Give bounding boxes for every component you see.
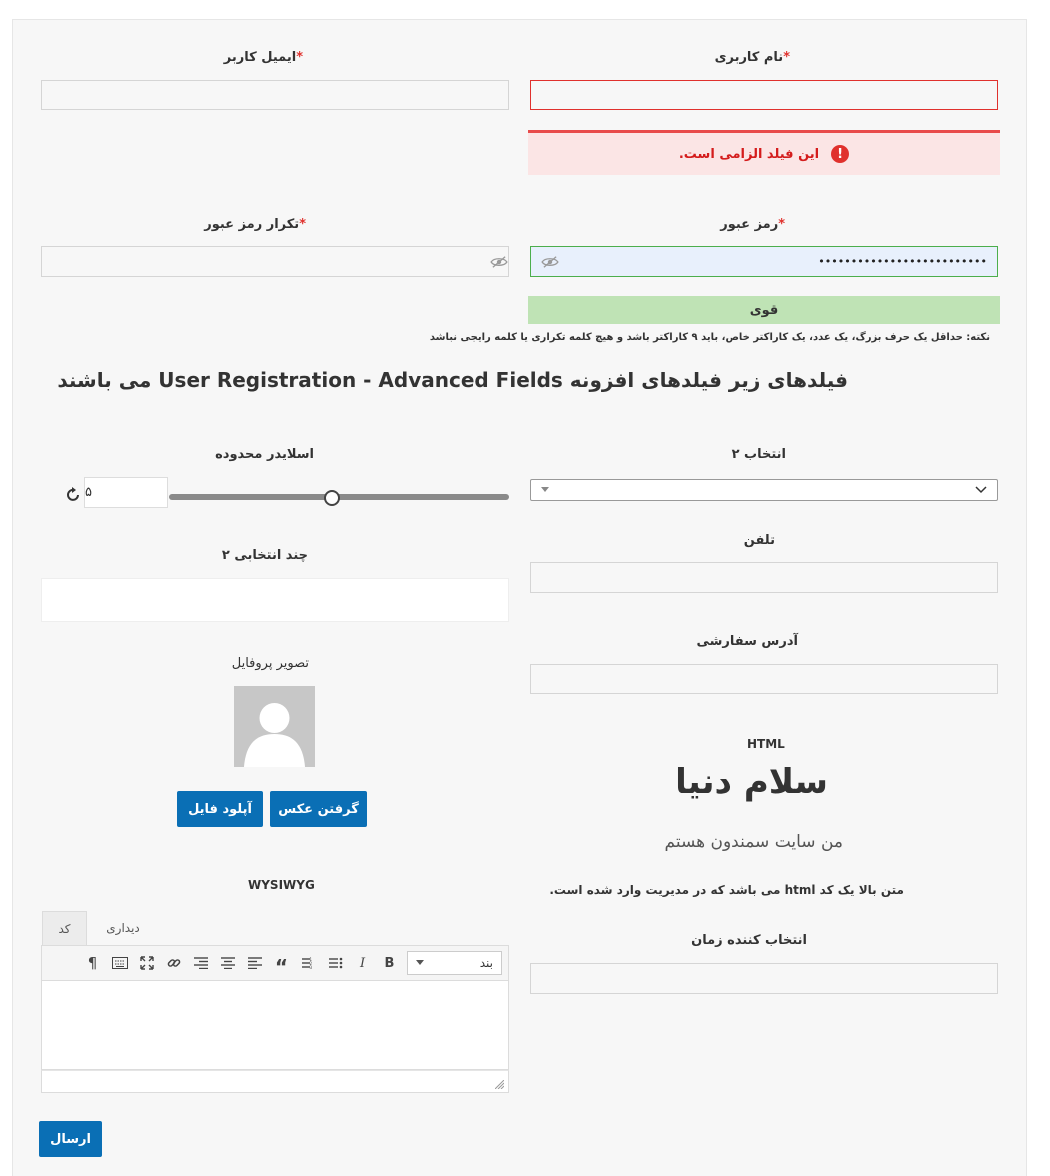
email-input[interactable] [41, 80, 509, 110]
bold-icon[interactable]: B [384, 955, 395, 971]
password-strength-meter: قوی [528, 296, 1000, 324]
numbered-list-icon[interactable] [295, 949, 322, 977]
email-label: *ایمیل کاربر [223, 50, 303, 65]
confirm-password-label: *تکرار رمز عبور [204, 217, 306, 232]
svg-text:3: 3 [308, 965, 312, 969]
submit-button[interactable]: ارسال [39, 1121, 102, 1157]
resize-handle-icon[interactable] [495, 1080, 504, 1089]
svg-text:2: 2 [308, 961, 312, 966]
avatar [234, 686, 315, 767]
caret-down-icon [416, 960, 424, 966]
fullscreen-icon[interactable] [133, 949, 160, 977]
range-slider-value[interactable]: ۵ [84, 477, 168, 508]
wysiwyg-label: WYSIWYG [248, 878, 315, 892]
range-slider-label: اسلایدر محدوده [215, 447, 314, 462]
eye-slash-icon[interactable] [541, 255, 559, 269]
html-label: HTML [747, 737, 785, 751]
user-silhouette-icon [234, 686, 315, 767]
password-value: •••••••••••••••••••••••••• [818, 255, 987, 268]
bullet-list-icon[interactable] [322, 949, 349, 977]
blockquote-icon[interactable]: “ [274, 955, 289, 979]
custom-address-input[interactable] [530, 664, 998, 694]
username-error-message: ! این فیلد الزامی است. [528, 130, 1000, 175]
wysiwyg-editor[interactable] [41, 981, 509, 1070]
select2-dropdown[interactable] [530, 479, 998, 501]
time-picker-label: انتخاب کننده زمان [691, 933, 807, 948]
caret-down-icon [541, 487, 549, 493]
paragraph-direction-icon[interactable]: ¶ [87, 954, 98, 972]
html-text: متن بالا یک کد html می باشد که در مدیریت وارد شده است. [549, 883, 904, 897]
tab-visual[interactable]: دیداری [88, 911, 158, 945]
tab-code[interactable]: کد [42, 911, 87, 945]
password-label: *رمز عبور [720, 217, 785, 232]
select2-label: انتخاب ۲ [731, 447, 786, 462]
profile-picture-label: تصویر پروفایل [231, 656, 309, 671]
time-picker-input[interactable] [530, 963, 998, 994]
editor-status-bar [41, 1070, 509, 1093]
phone-input[interactable] [530, 562, 998, 593]
chevron-down-icon [975, 486, 987, 494]
custom-address-label: آدرس سفارشی [696, 634, 798, 649]
editor-toolbar [41, 945, 509, 981]
password-input[interactable] [530, 246, 998, 277]
username-label: *نام کاربری [714, 50, 790, 65]
align-right-icon[interactable] [187, 949, 214, 977]
capture-photo-button[interactable]: گرفتن عکس [270, 791, 367, 827]
username-input[interactable] [530, 80, 998, 110]
svg-text:1: 1 [308, 957, 312, 962]
link-icon[interactable] [160, 949, 187, 977]
upload-file-button[interactable]: آپلود فایل [177, 791, 263, 827]
align-center-icon[interactable] [214, 949, 241, 977]
format-select[interactable]: بند [407, 951, 502, 975]
align-left-icon[interactable] [241, 949, 268, 977]
italic-icon[interactable]: I [359, 955, 366, 971]
reset-icon[interactable] [66, 487, 82, 503]
multi-select-label: چند انتخابی ۲ [221, 548, 308, 563]
error-icon: ! [831, 145, 849, 163]
multi-select-input[interactable] [41, 578, 509, 622]
eye-slash-icon[interactable] [490, 255, 508, 269]
html-subtitle: من سایت سمندون هستم [664, 832, 843, 852]
html-title: سلام دنیا [675, 762, 828, 802]
keyboard-icon[interactable] [106, 949, 133, 977]
phone-label: تلفن [743, 533, 775, 548]
password-hint: نکته: حداقل یک حرف بزرگ، یک عدد، یک کاراکتر خاص، باید ۹ کاراکتر باشد و هیچ کلمه تکراری یا کلمه رایجی نباشد [429, 332, 990, 343]
advanced-fields-heading: فیلدهای زیر فیلدهای افزونه User Registration - Advanced Fields می باشند [57, 368, 848, 392]
confirm-password-input[interactable] [41, 246, 509, 277]
